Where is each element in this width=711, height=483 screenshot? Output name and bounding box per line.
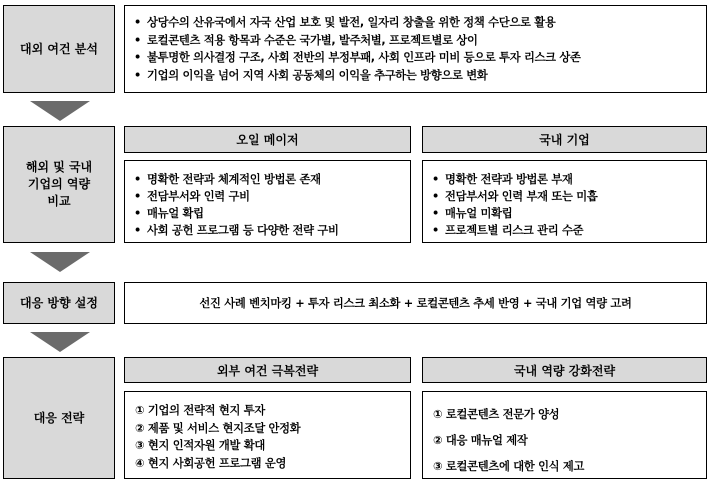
list-item: ① 기업의 전략적 현지 투자 xyxy=(135,404,265,417)
oil-majors-list xyxy=(131,171,404,239)
down-arrow-1 xyxy=(30,101,90,121)
list-item: • 명확한 전략과 방법론 부재 xyxy=(429,171,700,188)
label-external-analysis-text: 대외 여건 분석 xyxy=(20,41,98,56)
label-line: 해외 및 국내 xyxy=(25,160,93,174)
external-analysis-list xyxy=(131,14,700,84)
label-line: 비교 xyxy=(47,194,71,208)
list-item: • 전담부서와 인력 구비 xyxy=(131,188,404,205)
domestic-companies-box xyxy=(422,160,707,243)
label-line: 기업의 역량 xyxy=(27,177,91,191)
list-item: • 로컬콘텐츠 적용 항목과 수준은 국가별, 발주처별, 프로젝트별로 상이 xyxy=(131,32,700,50)
domestic-companies-header: 국내 기업 xyxy=(422,126,707,153)
list-item: ④ 현지 사회공헌 프로그램 운영 xyxy=(135,456,287,470)
list-item: ② 대응 매뉴얼 제작 xyxy=(433,434,528,447)
list-item: • 상당수의 산유국에서 자국 산업 보호 및 발전, 일자리 창출을 위한 정책 수단으로 활용 xyxy=(131,14,700,32)
response-direction-box xyxy=(124,282,707,324)
domestic-companies-list xyxy=(429,171,700,239)
label-external-analysis xyxy=(3,5,115,93)
list-item: ② 제품 및 서비스 현지조달 안정화 xyxy=(135,421,301,435)
label-capability-comparison xyxy=(3,126,115,243)
domestic-strategy-list xyxy=(433,402,698,480)
response-direction-text: 선진 사례 벤치마킹 + 투자 리스크 최소화 + 로컬콘텐츠 추세 반영 + 국내 기업 역량 고려 xyxy=(199,297,632,310)
label-response-direction: 대응 방향 설정 xyxy=(3,282,115,324)
list-item: ③ 현지 인적자원 개발 확대 xyxy=(135,439,265,452)
external-strategy-list xyxy=(135,402,402,472)
list-item: • 명확한 전략과 체계적인 방법론 존재 xyxy=(131,171,404,188)
label-response-strategy: 대응 전략 xyxy=(3,357,115,479)
down-arrow-2 xyxy=(30,252,90,272)
list-item: • 매뉴얼 확립 xyxy=(131,205,404,222)
list-item: • 매뉴얼 미확립 xyxy=(429,205,700,222)
oil-majors-box xyxy=(124,160,411,243)
list-item: • 프로젝트별 리스크 관리 수준 xyxy=(429,222,700,239)
oil-majors-header: 오일 메이저 xyxy=(124,126,411,153)
external-analysis-box xyxy=(124,5,707,93)
list-item: ① 로컬콘텐츠 전문가 양성 xyxy=(433,408,560,421)
domestic-strategy-box xyxy=(422,391,707,479)
list-item: • 사회 공헌 프로그램 등 다양한 전략 구비 xyxy=(131,222,404,239)
list-item: • 불투명한 의사결정 구조, 사회 전반의 부정부패, 사회 인프라 미비 등으로 투자 리스크 상존 xyxy=(131,49,700,67)
external-strategy-box xyxy=(124,391,411,479)
list-item: ③ 로컬콘텐츠에 대한 인식 제고 xyxy=(433,460,585,473)
external-strategy-header: 외부 여건 극복전략 xyxy=(124,357,411,383)
list-item: • 기업의 이익을 넘어 지역 사회 공동체의 이익을 추구하는 방향으로 변화 xyxy=(131,67,700,85)
domestic-strategy-header: 국내 역량 강화전략 xyxy=(422,357,707,383)
down-arrow-3 xyxy=(30,332,90,352)
list-item: • 전담부서와 인력 부재 또는 미흡 xyxy=(429,188,700,205)
